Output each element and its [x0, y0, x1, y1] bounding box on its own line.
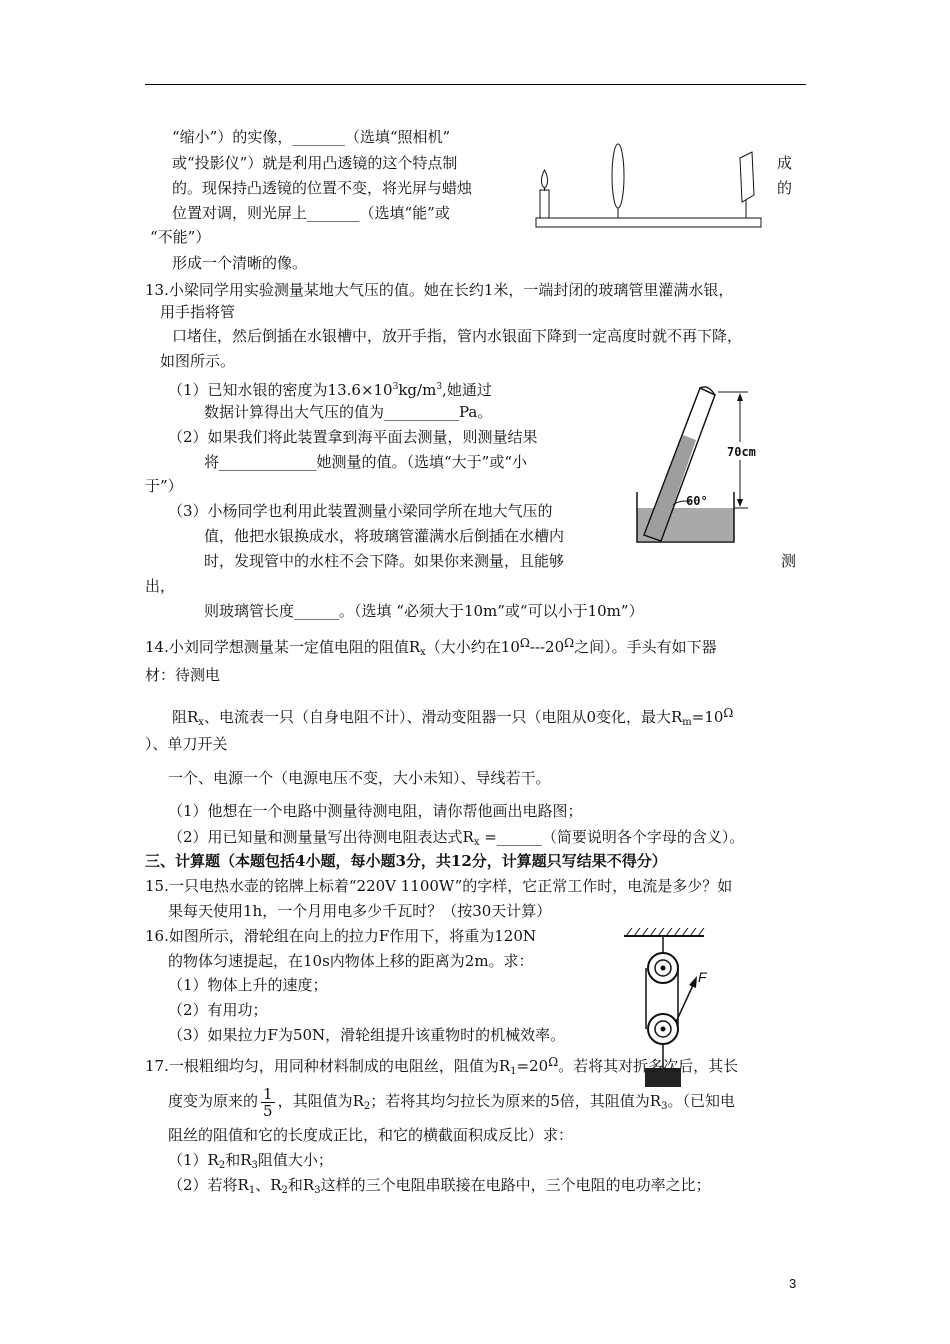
- q13-part-3: （3）小杨同学也利用此装置测量小梁同学所在地大气压的: [168, 502, 553, 520]
- q16-part-2: （2）有用功；: [168, 1001, 268, 1019]
- q16-part-3: （3）如果拉力F为50N，滑轮组提升该重物时的机械效率。: [168, 1026, 566, 1044]
- barometer-diagram: [630, 380, 770, 550]
- q17-part-1: $(1)R_2$和$R_3$阻值大小；: [168, 1151, 333, 1171]
- q14-line-4: ）、单刀开关: [145, 735, 228, 753]
- q13-line-1: 13.小梁同学用实验测量某地大气压的值。她在长约1米，一端封闭的玻璃管里灌满水银，: [145, 281, 734, 299]
- q15-line-2: 果每天使用1h，一个月用电多少千瓦时？（按30天计算）: [168, 902, 552, 920]
- q13-part-2-end: 于”）: [145, 477, 183, 495]
- fraction-one-fifth: $\frac{1}{5}$: [263, 1084, 273, 1120]
- q14-line-2: 材：待测电: [145, 666, 221, 684]
- q13-part-3-tail: 测: [781, 552, 797, 570]
- q13-part-1: （1）已知水银的密度为$13.6\times 10^3kg/m^3$,她通过: [168, 381, 492, 399]
- barometer-angle-label: 60°: [686, 494, 708, 508]
- q14-line-1: 14.小刘同学想测量某一定值电阻的阻值$R_x$（大小约在$10^\Omega---20^\Omega$之间）。手头有如下器: [145, 636, 717, 658]
- page-number: 3: [789, 1276, 797, 1291]
- section-3-title: 三、计算题（本题包括4小题，每小题3分，共12分，计算题只写结果不得分）: [145, 852, 667, 870]
- q12-line-4: 位置对调，则光屏上_______（选填“能”或: [172, 204, 450, 222]
- q13-part-1-cont: 数据计算得出大气压的值为__________Pa。: [204, 403, 493, 421]
- q14-part-1: （1）他想在一个电路中测量待测电阻，请你帮他画出电路图；: [168, 802, 583, 820]
- q13-line-2: 用手指将管: [160, 303, 236, 321]
- q13-line-4: 如图所示。: [160, 352, 236, 370]
- q15-line-1: 15.一只电热水壶的铭牌上标着“220V 1100W”的字样，它正常工作时，电流是多少？如: [145, 877, 733, 895]
- q13-part-2-cont: 将_____________她测量的值。（选填“大于”或“小: [204, 453, 528, 471]
- q12-line-6: 形成一个清晰的像。: [172, 254, 308, 272]
- q12-line-2-tail: 成: [777, 154, 793, 172]
- q13-part-3-l3: 时，发现管中的水柱不会下降。如果你来测量，且能够: [204, 552, 565, 570]
- q12-line-3: 的。现保持凸透镜的位置不变，将光屏与蜡烛: [172, 179, 473, 197]
- q12-line-2: 或“投影仪”）就是利用凸透镜的这个特点制: [172, 154, 458, 172]
- q14-part-2: （2）用已知量和测量量写出待测电阻表达式$R_x$ =______（简要说明各个字母的含义）。: [168, 828, 745, 848]
- q16-line-1: 16.如图所示，滑轮组在向上的拉力F作用下，将重为120N: [145, 927, 537, 945]
- q13-line-3: 口堵住，然后倒插在水银槽中，放开手指，管内水银面下降到一定高度时就不再下降，: [172, 327, 743, 345]
- q14-line-3: 阻$R_x$、电流表一只（自身电阻不计）、滑动变阻器一只（电阻从0变化，最大$R_m=10^\Omega$: [172, 706, 734, 728]
- header-rule: [145, 84, 806, 85]
- q12-line-1: “缩小”）的实像，_______（选填“照相机”: [172, 128, 451, 146]
- q13-part-3-l5: 则玻璃管长度______。（选填 “必须大于10m”或“可以小于10m”）: [204, 602, 644, 620]
- q13-part-3-l4: 出，: [145, 577, 176, 595]
- q17-line-1: 17.一根粗细均匀，用同种材料制成的电阻丝，阻值为$R_1=20^\Omega$。若将其对折多次后，其长: [145, 1055, 739, 1077]
- q17-line-3: 阻丝的阻值和它的长度成正比，和它的横截面积成反比）求：: [168, 1126, 574, 1144]
- q16-part-1: （1）物体上升的速度；: [168, 976, 328, 994]
- q12-line-3-tail: 的: [777, 179, 793, 197]
- q16-line-2: 的物体匀速提起，在10s内物体上移的距离为2m。求：: [168, 952, 534, 970]
- lens-diagram: [530, 140, 770, 236]
- q17-part-2: （2）若将$R_1$、$R_2$和$R_3$这样的三个电阻串联接在电路中，三个电阻的电功率之比；: [168, 1176, 711, 1196]
- q12-line-5: “不能”）: [150, 228, 211, 246]
- q13-part-2: （2）如果我们将此装置拿到海平面去测量，则测量结果: [168, 428, 538, 446]
- force-label: F: [698, 969, 707, 985]
- q13-part-3-l2: 值，他把水银换成水，将玻璃管灌满水后倒插在水槽内: [204, 527, 565, 545]
- barometer-length-label: 70cm: [727, 445, 756, 459]
- q14-line-5: 一个、电源一个（电源电压不变，大小未知）、导线若干。: [168, 769, 551, 787]
- q17-line-2: 度变为原来的 $\frac{1}{5}$ ，其阻值为$R_2$；若将其均匀拉长为原来的5倍，其阻值为$R_3$。（已知电: [168, 1084, 735, 1120]
